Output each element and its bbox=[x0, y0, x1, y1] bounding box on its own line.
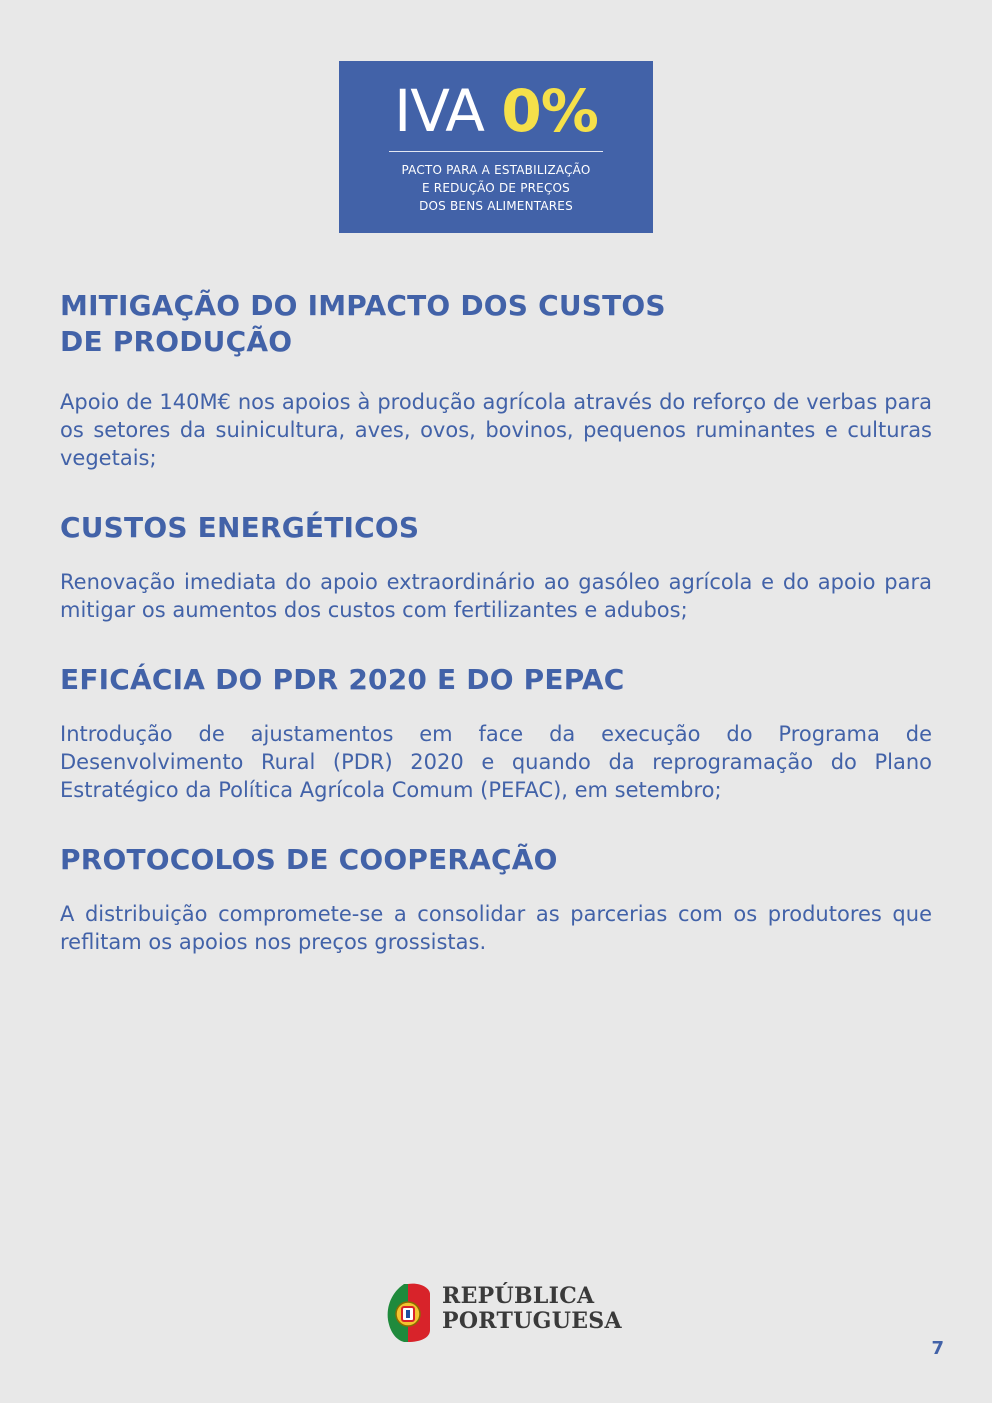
portuguese-emblem-icon bbox=[384, 1280, 432, 1344]
banner-title-main: IVA bbox=[394, 77, 484, 145]
main-content bbox=[60, 288, 932, 956]
section-heading: CUSTOS ENERGÉTICOS bbox=[60, 511, 420, 544]
section-custos-energeticos bbox=[60, 510, 932, 624]
banner-subtitle-line: DOS BENS ALIMENTARES bbox=[419, 199, 573, 213]
section-body: Introdução de ajustamentos em face da execução do Programa de Desenvolvimento Rural (PDR) 2020 e quando da reprogramação do Plano Estratégico da Política Agrícola Comum (PEFAC), em setembro; bbox=[60, 722, 932, 802]
banner-title bbox=[339, 79, 653, 143]
banner-subtitle-line: E REDUÇÃO DE PREÇOS bbox=[421, 181, 570, 195]
banner-subtitle bbox=[339, 161, 653, 215]
republica-portuguesa-logo bbox=[384, 1280, 622, 1344]
section-heading: EFICÁCIA DO PDR 2020 E DO PEPAC bbox=[60, 663, 625, 696]
section-body: Renovação imediata do apoio extraordinário ao gasóleo agrícola e do apoio para mitigar os aumentos dos custos com fertilizantes e adubos; bbox=[60, 570, 932, 622]
logo-text-line: REPÚBLICA bbox=[442, 1283, 595, 1309]
section-heading-line: MITIGAÇÃO DO IMPACTO DOS CUSTOS bbox=[60, 289, 666, 322]
section-mitigacao bbox=[60, 288, 932, 472]
section-body: A distribuição compromete-se a consolidar as parcerias com os produtores que reflitam os apoios nos preços grossistas. bbox=[60, 902, 932, 954]
section-protocolos bbox=[60, 842, 932, 956]
section-eficacia-pdr bbox=[60, 662, 932, 804]
banner-divider bbox=[389, 151, 603, 152]
section-heading: PROTOCOLOS DE COOPERAÇÃO bbox=[60, 843, 558, 876]
section-body: Apoio de 140M€ nos apoios à produção agrícola através do reforço de verbas para os setores da suinicultura, aves, ovos, bovinos, pequenos ruminantes e culturas vegetais; bbox=[60, 390, 932, 470]
banner-title-highlight: 0% bbox=[501, 77, 598, 145]
logo-text bbox=[442, 1284, 622, 1334]
iva-banner bbox=[339, 61, 653, 233]
section-heading-line: DE PRODUÇÃO bbox=[60, 325, 293, 358]
banner-subtitle-line: PACTO PARA A ESTABILIZAÇÃO bbox=[401, 163, 591, 177]
page-number: 7 bbox=[931, 1338, 944, 1359]
logo-text-line: PORTUGUESA bbox=[442, 1308, 622, 1334]
section-heading bbox=[60, 288, 932, 360]
